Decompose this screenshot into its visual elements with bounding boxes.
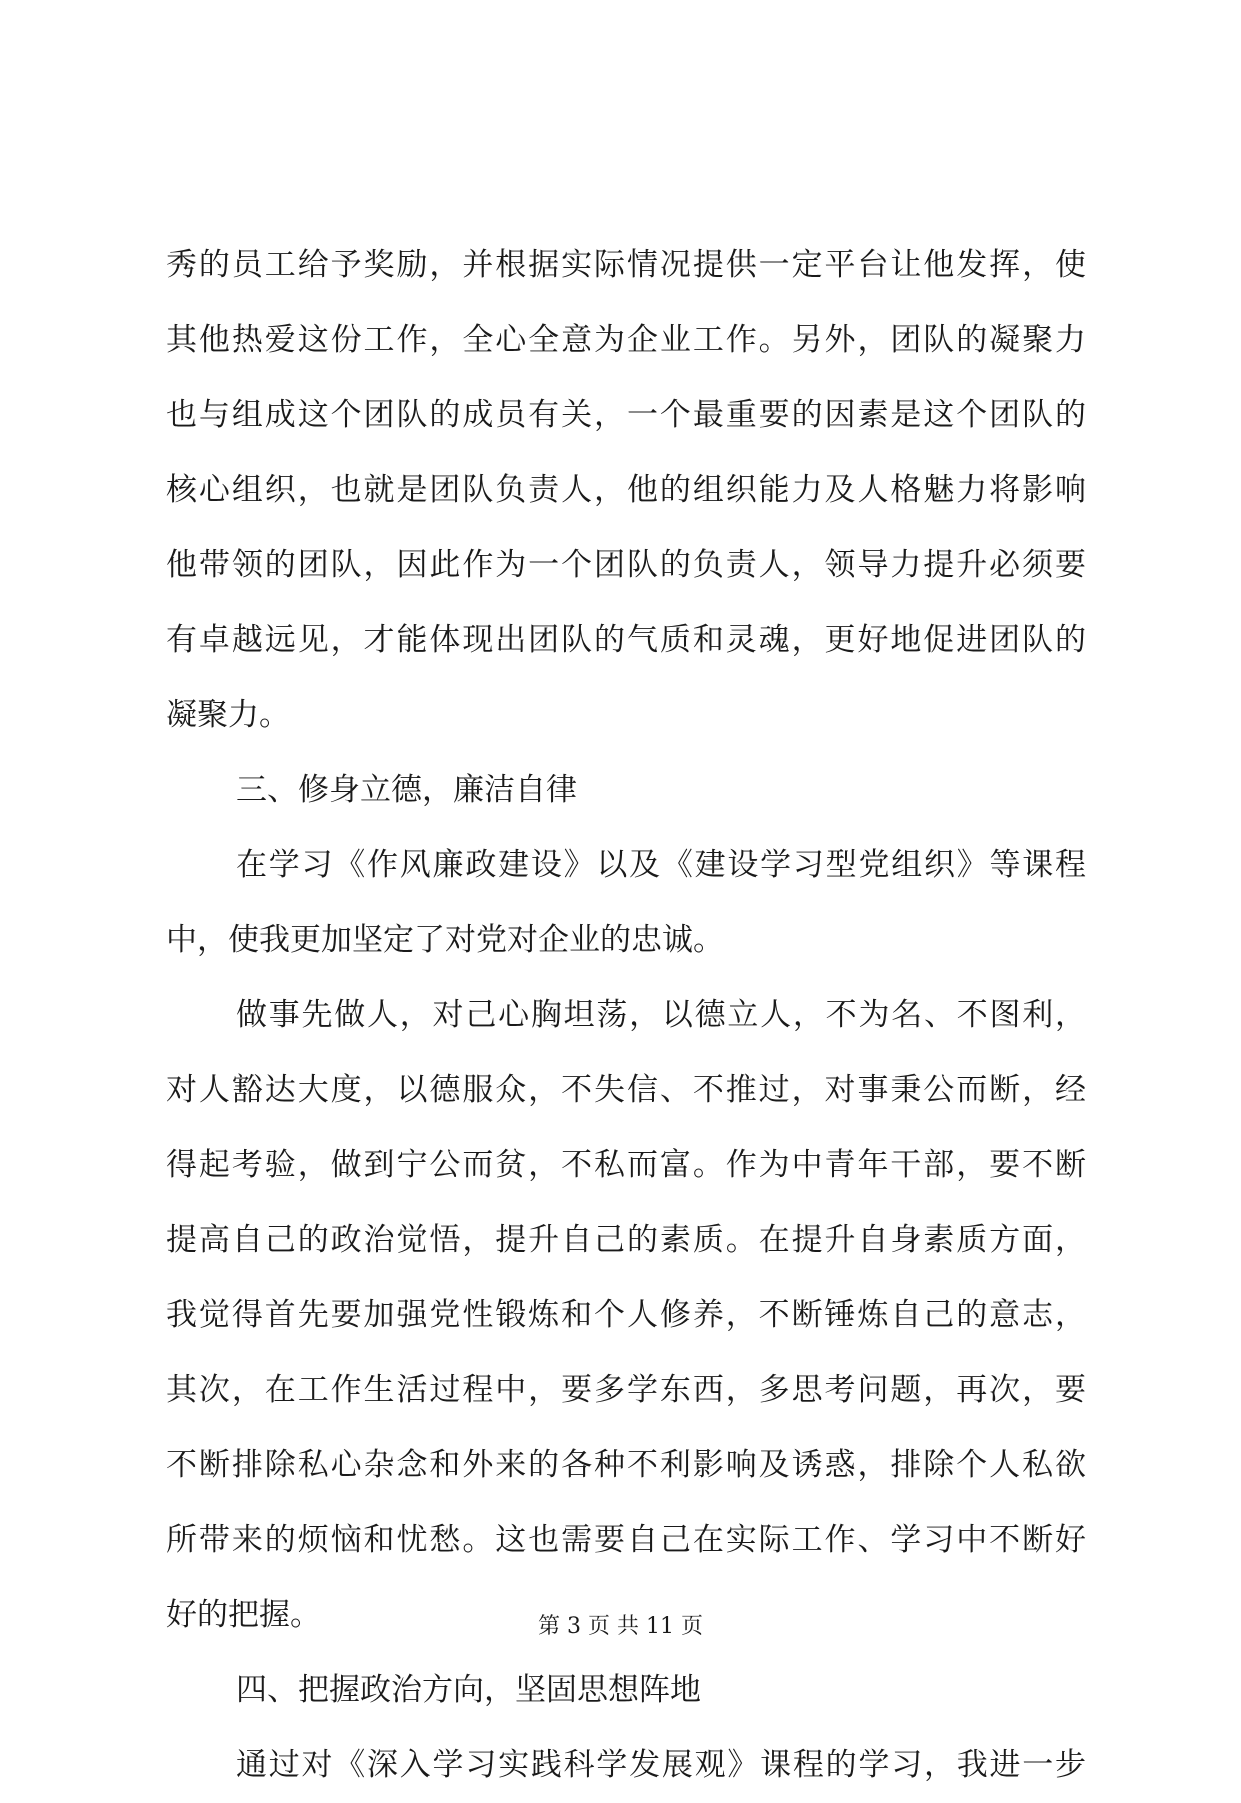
text-line: 其次，在工作生活过程中，要多学东西，多思考问题，再次，要 (166, 1372, 1086, 1408)
section-heading: 四、把握政治方向，坚固思想阵地 (236, 1672, 701, 1708)
text-line: 中，使我更加坚定了对党对企业的忠诚。 (166, 922, 724, 958)
text-line: 提高自己的政治觉悟，提升自己的素质。在提升自身素质方面， (166, 1222, 1086, 1258)
text-line: 对人豁达大度，以德服众，不失信、不推过，对事秉公而断，经 (166, 1072, 1086, 1108)
text-line: 其他热爱这份工作，全心全意为企业工作。另外，团队的凝聚力 (166, 322, 1086, 358)
text-line: 凝聚力。 (166, 697, 290, 733)
text-line: 做事先做人，对己心胸坦荡，以德立人，不为名、不图利， (236, 997, 1086, 1033)
text-line: 我觉得首先要加强党性锻炼和个人修养，不断锤炼自己的意志， (166, 1297, 1086, 1333)
text-line: 通过对《深入学习实践科学发展观》课程的学习，我进一步 (236, 1747, 1086, 1783)
text-line: 所带来的烦恼和忧愁。这也需要自己在实际工作、学习中不断好 (166, 1522, 1086, 1558)
text-line: 也与组成这个团队的成员有关，一个最重要的因素是这个团队的 (166, 397, 1086, 433)
text-line: 核心组织，也就是团队负责人，他的组织能力及人格魅力将影响 (166, 472, 1086, 508)
page-footer: 第 3 页 共 11 页 (538, 1614, 703, 1639)
text-line: 得起考验，做到宁公而贫，不私而富。作为中青年干部，要不断 (166, 1147, 1086, 1183)
body-text (166, 228, 1086, 1803)
section-heading: 三、修身立德，廉洁自律 (236, 772, 577, 808)
text-line: 不断排除私心杂念和外来的各种不利影响及诱惑，排除个人私欲 (166, 1447, 1086, 1483)
text-line: 好的把握。 (166, 1597, 321, 1633)
text-line: 他带领的团队，因此作为一个团队的负责人，领导力提升必须要 (166, 547, 1086, 583)
text-line: 在学习《作风廉政建设》以及《建设学习型党组织》等课程 (236, 847, 1086, 883)
text-line: 有卓越远见，才能体现出团队的气质和灵魂，更好地促进团队的 (166, 622, 1086, 658)
text-line: 秀的员工给予奖励，并根据实际情况提供一定平台让他发挥，使 (166, 247, 1086, 283)
